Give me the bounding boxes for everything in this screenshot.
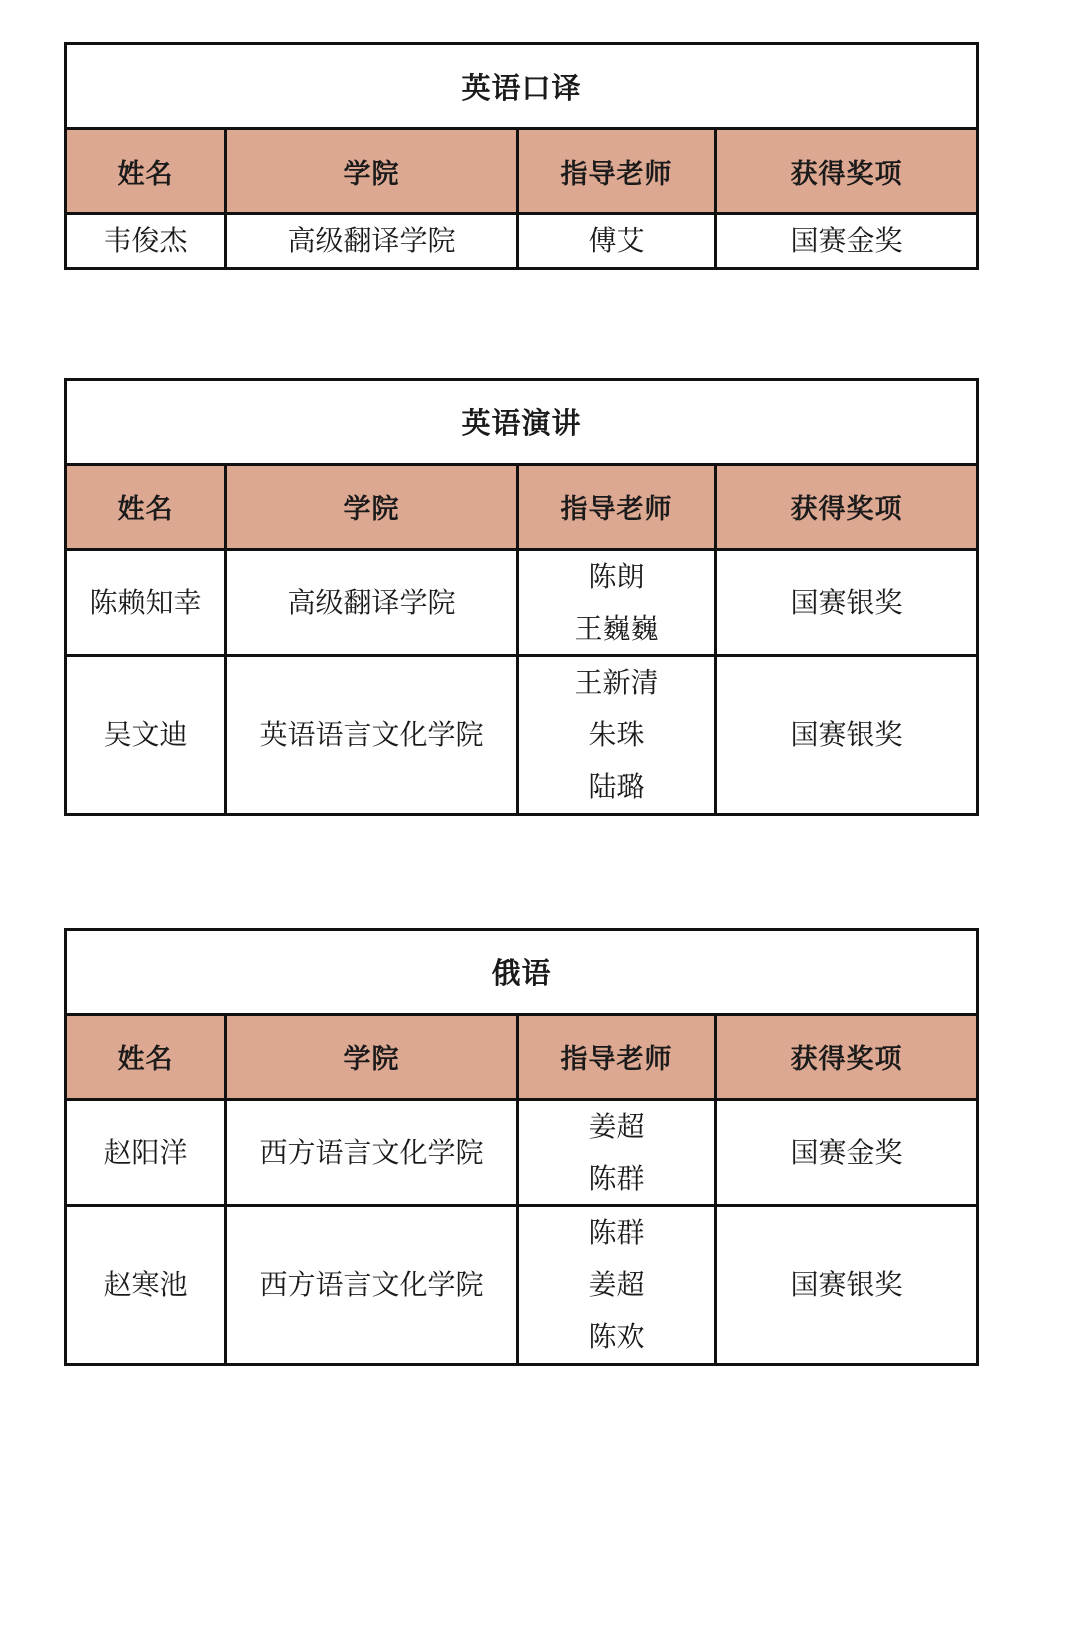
table-header-row [66, 1014, 978, 1099]
award-table-russian [64, 928, 979, 1366]
section-spacer [64, 816, 1016, 928]
cell-award: 国赛银奖 [716, 656, 978, 814]
cell-school: 高级翻译学院 [226, 549, 518, 656]
column-header-school: 学院 [226, 1014, 518, 1099]
table-row [66, 549, 978, 656]
table-title: 英语口译 [66, 44, 978, 129]
table-header-row [66, 464, 978, 549]
section-spacer [64, 270, 1016, 378]
teacher-name: 傅艾 [588, 225, 645, 256]
teacher-name: 王新清 [574, 667, 659, 699]
cell-award: 国赛金奖 [716, 1099, 978, 1206]
cell-award: 国赛银奖 [716, 1206, 978, 1364]
cell-teacher [518, 1206, 716, 1364]
table-row [66, 1099, 978, 1206]
teacher-name: 陈朗 [588, 560, 645, 592]
cell-name: 陈赖知幸 [66, 549, 226, 656]
column-header-name: 姓名 [66, 129, 226, 214]
teacher-name: 陆璐 [588, 770, 645, 802]
column-header-teacher: 指导老师 [518, 1014, 716, 1099]
cell-teacher [518, 656, 716, 814]
teacher-name: 王巍巍 [574, 612, 659, 644]
table-row [66, 214, 978, 269]
award-table-english-speech [64, 378, 979, 816]
table-row [66, 656, 978, 814]
teacher-name: 姜超 [588, 1110, 645, 1142]
table-header-row [66, 129, 978, 214]
award-table-english-interpreting [64, 42, 979, 270]
column-header-award: 获得奖项 [716, 129, 978, 214]
cell-name: 赵寒池 [66, 1206, 226, 1364]
table-title-row [66, 929, 978, 1014]
cell-school: 高级翻译学院 [226, 214, 518, 269]
column-header-name: 姓名 [66, 1014, 226, 1099]
cell-award: 国赛银奖 [716, 549, 978, 656]
teacher-name: 陈群 [588, 1162, 645, 1194]
cell-teacher [518, 214, 716, 269]
table-row [66, 1206, 978, 1364]
column-header-teacher: 指导老师 [518, 464, 716, 549]
table-title: 英语演讲 [66, 379, 978, 464]
cell-school: 西方语言文化学院 [226, 1099, 518, 1206]
cell-teacher [518, 549, 716, 656]
teacher-name: 姜超 [588, 1269, 645, 1301]
cell-name: 韦俊杰 [66, 214, 226, 269]
teacher-name: 陈群 [588, 1217, 645, 1249]
column-header-school: 学院 [226, 129, 518, 214]
column-header-name: 姓名 [66, 464, 226, 549]
column-header-award: 获得奖项 [716, 1014, 978, 1099]
cell-name: 吴文迪 [66, 656, 226, 814]
column-header-school: 学院 [226, 464, 518, 549]
cell-award: 国赛金奖 [716, 214, 978, 269]
table-title-row [66, 379, 978, 464]
cell-teacher [518, 1099, 716, 1206]
table-title: 俄语 [66, 929, 978, 1014]
table-title-row [66, 44, 978, 129]
column-header-teacher: 指导老师 [518, 129, 716, 214]
cell-school: 西方语言文化学院 [226, 1206, 518, 1364]
cell-school: 英语语言文化学院 [226, 656, 518, 814]
column-header-award: 获得奖项 [716, 464, 978, 549]
teacher-name: 陈欢 [588, 1320, 645, 1352]
cell-name: 赵阳洋 [66, 1099, 226, 1206]
teacher-name: 朱珠 [588, 719, 645, 751]
